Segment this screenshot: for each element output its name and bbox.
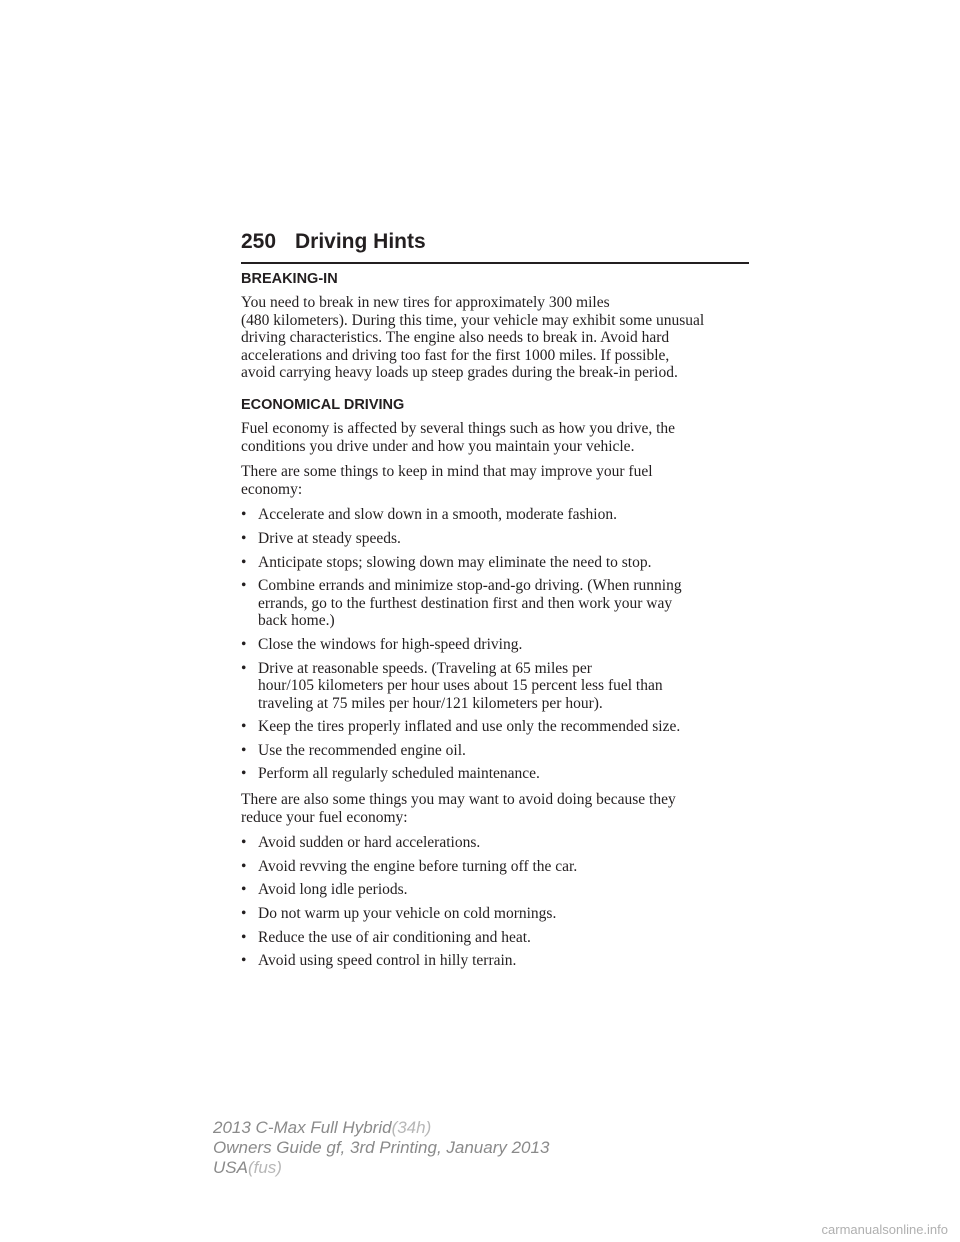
footer-line-market [213, 1158, 549, 1178]
tip-item [241, 506, 761, 524]
footer-model-code: (34h) [391, 1118, 432, 1137]
tip-item [241, 636, 761, 654]
watermark: carmanualsonline.info [821, 1222, 948, 1237]
text-line: driving characteristics. The engine also needs to break in. Avoid hard [241, 329, 670, 347]
footer-printing: Owners Guide gf, 3rd Printing, January 2013 [213, 1138, 550, 1157]
text-line: There are also some things you may want to avoid doing because they [241, 791, 676, 809]
improve-economy-paragraph [241, 463, 761, 498]
tip-item [241, 765, 761, 783]
text-line: back home.) [258, 612, 335, 630]
tip-item [241, 530, 761, 548]
page-number: 250 [241, 230, 277, 253]
avoid-item [241, 952, 761, 970]
tip-item [241, 718, 761, 736]
footer-line-model [213, 1118, 549, 1138]
breaking-in-heading: BREAKING-IN [241, 271, 338, 287]
avoid-tips-list [241, 834, 761, 970]
text-line: hour/105 kilometers per hour uses about 15 percent less fuel than [258, 677, 663, 695]
text-line: • Close the windows for high-speed driving. [258, 635, 523, 653]
text-line: • Reduce the use of air conditioning and heat. [258, 928, 531, 946]
text-line: • Do not warm up your vehicle on cold mornings. [258, 905, 557, 923]
improve-tips-list [241, 506, 761, 783]
fuel-economy-paragraph [241, 420, 761, 455]
breaking-in-paragraph [241, 294, 761, 382]
page-header [241, 230, 749, 264]
section-title: Driving Hints [295, 230, 426, 253]
text-line: • Avoid long idle periods. [258, 881, 408, 899]
text-line: • Use the recommended engine oil. [258, 741, 466, 759]
text-line: errands, go to the furthest destination first and then work your way [258, 594, 673, 612]
text-line: • Avoid using speed control in hilly terrain. [258, 952, 517, 970]
tip-item [241, 742, 761, 760]
text-line: • Accelerate and slow down in a smooth, moderate fashion. [258, 506, 617, 524]
footer-market: USA [213, 1158, 248, 1177]
text-line: • Combine errands and minimize stop-and-go driving. (When running [258, 577, 682, 595]
avoid-item [241, 834, 761, 852]
text-line: • Avoid revving the engine before turning off the car. [258, 857, 578, 875]
page-content [241, 270, 761, 978]
avoid-paragraph [241, 791, 761, 826]
avoid-item [241, 881, 761, 899]
text-line: traveling at 75 miles per hour/121 kilometers per hour). [258, 694, 603, 712]
tip-item [241, 577, 761, 630]
text-line: reduce your fuel economy: [241, 808, 408, 826]
text-line: avoid carrying heavy loads up steep grades during the break-in period. [241, 364, 678, 382]
avoid-item [241, 929, 761, 947]
economical-driving-heading: ECONOMICAL DRIVING [241, 396, 405, 413]
tip-item [241, 660, 761, 713]
text-line: (480 kilometers). During this time, your vehicle may exhibit some unusual [241, 311, 705, 329]
text-line: accelerations and driving too fast for the first 1000 miles. If possible, [241, 346, 670, 364]
text-line: economy: [241, 480, 303, 498]
footer-market-code: (fus) [247, 1158, 282, 1177]
text-line: • Drive at steady speeds. [258, 529, 401, 547]
text-line: conditions you drive under and how you maintain your vehicle. [241, 437, 635, 455]
text-line: • Anticipate stops; slowing down may eliminate the need to stop. [258, 553, 652, 571]
text-line: • Keep the tires properly inflated and use only the recommended size. [258, 718, 681, 736]
text-line: There are some things to keep in mind that may improve your fuel [241, 463, 653, 481]
avoid-item [241, 858, 761, 876]
text-line: • Drive at reasonable speeds. (Traveling at 65 miles per [258, 659, 592, 677]
text-line: • Avoid sudden or hard accelerations. [258, 834, 481, 852]
tip-item [241, 554, 761, 572]
text-line: Fuel economy is affected by several things such as how you drive, the [241, 419, 676, 437]
avoid-item [241, 905, 761, 923]
footer-model: 2013 C-Max Full Hybrid [213, 1118, 392, 1137]
text-line: • Perform all regularly scheduled maintenance. [258, 765, 540, 783]
text-line: You need to break in new tires for approximately 300 miles [241, 294, 610, 311]
page-footer [213, 1118, 549, 1178]
